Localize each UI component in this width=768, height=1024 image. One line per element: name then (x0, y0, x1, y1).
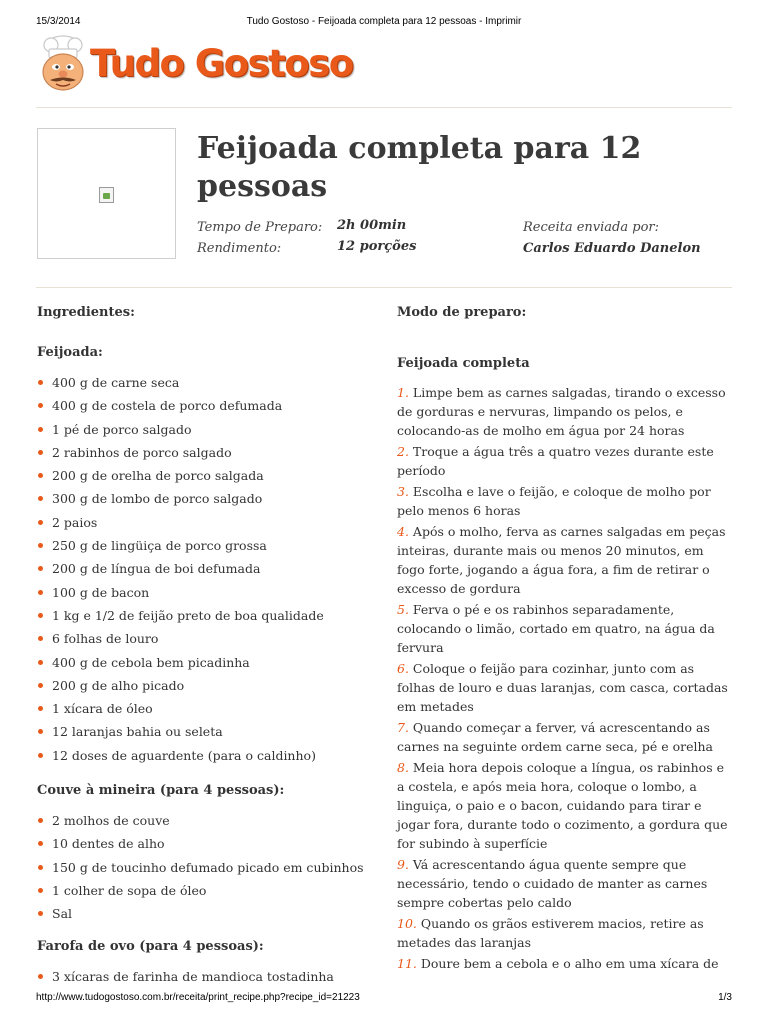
page-number: 1/3 (718, 992, 732, 1003)
method-step (397, 600, 735, 657)
ingredient-item: 1 pé de porco salgado (37, 418, 367, 441)
print-date: 15/3/2014 (36, 16, 81, 27)
ingredient-item: 1 kg e 1/2 de feijão preto de boa qualidade (37, 604, 367, 627)
step-number: 8. (397, 760, 409, 775)
site-logo[interactable] (34, 34, 394, 96)
method-subheading: Feijoada completa (397, 356, 530, 371)
step-number: 3. (397, 484, 409, 499)
ingredient-item: 100 g de bacon (37, 581, 367, 604)
yield-label: Rendimento: (197, 241, 282, 256)
ingredient-item: 6 folhas de louro (37, 627, 367, 650)
recipe-title-line2: pessoas (197, 169, 328, 204)
step-number: 7. (397, 720, 409, 735)
method-step (397, 855, 735, 912)
step-text: Quando os grãos estiverem macios, retire as metades das laranjas (397, 916, 704, 950)
step-text: Meia hora depois coloque a língua, os rabinhos e a costela, e após meia hora, coloque o lombo, a linguiça, o paio e o bacon, cuidando para tirar e jogar fora, durante todo o cozimento, a gordura que for subindo à superfície (397, 760, 728, 851)
method-steps (397, 383, 735, 975)
broken-image-icon (99, 187, 114, 203)
step-number: 10. (397, 916, 417, 931)
header-divider (36, 107, 732, 108)
ingredient-item: 400 g de carne seca (37, 371, 367, 394)
step-text: Coloque o feijão para cozinhar, junto com as folhas de louro e duas laranjas, com casca, cortadas em metades (397, 661, 728, 714)
step-text: Vá acrescentando água quente sempre que necessário, tendo o cuidado de manter as carnes sempre cobertas pelo caldo (397, 857, 708, 910)
step-text: Quando começar a ferver, vá acrescentando as carnes na seguinte ordem carne seca, pé e orelha (397, 720, 713, 754)
prep-time-label: Tempo de Preparo: (197, 220, 323, 235)
method-step (397, 914, 735, 952)
method-step (397, 522, 735, 598)
print-header (36, 16, 732, 30)
ingredient-item: 200 g de orelha de porco salgada (37, 464, 367, 487)
ingredient-group-title: Couve à mineira (para 4 pessoas): (37, 783, 285, 798)
step-text: Ferva o pé e os rabinhos separadamente, colocando o limão, cortado em quatro, na água da fervura (397, 602, 715, 655)
step-text: Doure bem a cebola e o alho em uma xícara de (420, 956, 719, 971)
method-step (397, 758, 735, 853)
ingredient-item: 200 g de língua de boi defumada (37, 557, 367, 580)
print-document-title: Tudo Gostoso - Feijoada completa para 12 pessoas - Imprimir (246, 16, 522, 27)
ingredient-item: Sal (37, 902, 367, 925)
ingredient-list-couve (37, 809, 367, 925)
step-number: 9. (397, 857, 409, 872)
step-text: Troque a água três a quatro vezes durante este período (397, 444, 714, 478)
ingredient-item: 2 paios (37, 511, 367, 534)
ingredient-item: 2 molhos de couve (37, 809, 367, 832)
ingredient-item: 10 dentes de alho (37, 832, 367, 855)
method-step (397, 482, 735, 520)
prep-time-value: 2h 00min (337, 218, 407, 233)
method-heading: Modo de preparo: (397, 305, 527, 320)
method-step (397, 442, 735, 480)
ingredient-item: 1 xícara de óleo (37, 697, 367, 720)
author-label: Receita enviada por: (523, 220, 659, 235)
recipe-title (197, 130, 717, 206)
ingredient-item: 200 g de alho picado (37, 674, 367, 697)
step-number: 6. (397, 661, 409, 676)
ingredient-group-title: Feijoada: (37, 345, 103, 360)
method-step (397, 659, 735, 716)
ingredient-item: 300 g de lombo de porco salgado (37, 487, 367, 510)
step-text: Escolha e lave o feijão, e coloque de molho por pelo menos 6 horas (397, 484, 711, 518)
ingredient-item: 1 colher de sopa de óleo (37, 879, 367, 902)
ingredient-item: 250 g de lingüiça de porco grossa (37, 534, 367, 557)
ingredients-heading: Ingredientes: (37, 305, 135, 320)
ingredient-item: 12 doses de aguardente (para o caldinho) (37, 744, 367, 767)
chef-mascot-icon (34, 34, 92, 94)
author-name: Carlos Eduardo Danelon (523, 241, 701, 256)
ingredient-item: 400 g de costela de porco defumada (37, 394, 367, 417)
method-step (397, 383, 735, 440)
step-number: 1. (397, 385, 409, 400)
method-step (397, 954, 735, 973)
ingredient-list-feijoada (37, 371, 367, 767)
step-text: Limpe bem as carnes salgadas, tirando o excesso de gorduras e nervuras, limpando os pelos, e colocando-as de molho em água por 24 horas (397, 385, 726, 438)
step-text: Após o molho, ferva as carnes salgadas em peças inteiras, durante mais ou menos 20 minutos, em fogo forte, jogando a água fora, a fim de retirar o excesso de gordura (397, 524, 726, 596)
step-number: 11. (397, 956, 417, 971)
step-number: 2. (397, 444, 409, 459)
meta-divider (36, 287, 732, 288)
recipe-photo (37, 128, 176, 259)
step-number: 5. (397, 602, 409, 617)
ingredient-list-farofa (37, 965, 367, 988)
ingredient-item: 3 xícaras de farinha de mandioca tostadinha (37, 965, 367, 988)
ingredient-item: 400 g de cebola bem picadinha (37, 651, 367, 674)
recipe-title-line1: Feijoada completa para 12 (197, 131, 642, 166)
step-number: 4. (397, 524, 409, 539)
yield-value: 12 porções (337, 239, 417, 254)
ingredient-item: 2 rabinhos de porco salgado (37, 441, 367, 464)
ingredient-item: 12 laranjas bahia ou seleta (37, 720, 367, 743)
ingredient-item: 150 g de toucinho defumado picado em cubinhos (37, 856, 367, 879)
method-step (397, 718, 735, 756)
print-url: http://www.tudogostoso.com.br/receita/print_recipe.php?recipe_id=21223 (36, 992, 360, 1003)
print-footer (36, 992, 732, 1006)
ingredient-group-title: Farofa de ovo (para 4 pessoas): (37, 939, 264, 954)
logo-wordmark: Tudo Gostoso (90, 42, 353, 85)
